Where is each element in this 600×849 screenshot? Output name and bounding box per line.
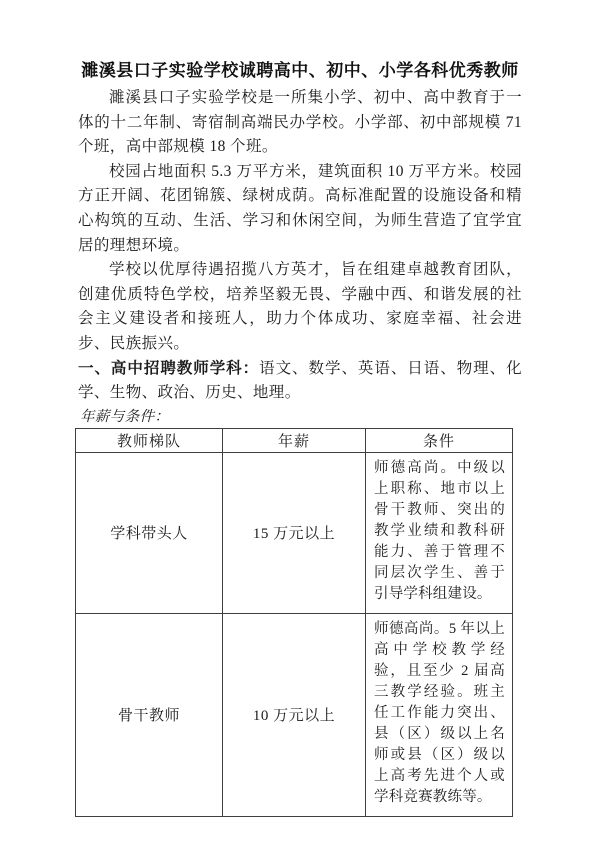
salary-cell: 10 万元以上 xyxy=(223,613,366,816)
section-heading-subjects: 语文、数学、英语、日语、物理、化学、生物、政治、历史、地理。 xyxy=(78,359,522,402)
campus-paragraph: 校园占地面积 5.3 万平方米，建筑面积 10 万平方米。校园方正开阔、花团锦簇、绿树成荫。高标准配置的设施设备和精心构筑的互动、生活、学习和休闲空间，为师生营造了宜学宜居的理想环境。 xyxy=(78,162,522,254)
document-title: 濉溪县口子实验学校诚聘高中、初中、小学各科优秀教师 xyxy=(81,61,519,80)
conditions-cell: 师德高尚。5 年以上高中学校教学经验，且至少 2 届高三教学经验。班主任工作能力突出、县（区）级以上名师或县（区）级以上高考先进个人或学科竞赛教练等。 xyxy=(366,613,513,816)
tier-cell: 学科带头人 xyxy=(76,452,223,613)
table-row-subject-leader xyxy=(76,452,513,613)
table-row-backbone-teacher xyxy=(76,613,513,816)
column-header-tier: 教师梯队 xyxy=(76,428,223,452)
table-header-row xyxy=(76,428,513,452)
column-header-salary: 年薪 xyxy=(223,428,366,452)
salary-table xyxy=(75,428,513,817)
intro-paragraph: 濉溪县口子实验学校是一所集小学、初中、高中教育于一体的十二年制、寄宿制高端民办学校。小学部、初中部规模 71 个班，高中部规模 18 个班。 xyxy=(78,89,522,156)
table-label: 年薪与条件： xyxy=(80,408,170,425)
mission-paragraph: 学校以优厚待遇招揽八方英才，旨在组建卓越教育团队，创建优质特色学校，培养坚毅无畏、学融中西、和谐发展的社会主义建设者和接班人，助力个体成功、家庭幸福、社会进步、民族振兴。 xyxy=(78,261,522,352)
section-heading xyxy=(78,357,522,406)
tier-cell: 骨干教师 xyxy=(76,613,223,816)
salary-cell: 15 万元以上 xyxy=(223,452,366,613)
column-header-conditions: 条件 xyxy=(366,428,513,452)
section-heading-label: 一、高中招聘教师学科： xyxy=(78,359,260,377)
document-content xyxy=(78,58,522,817)
conditions-cell: 师德高尚。中级以上职称、地市以上骨干教师、突出的教学业绩和教科研能力、善于管理不同层次学生、善于引导学科组建设。 xyxy=(366,452,513,613)
